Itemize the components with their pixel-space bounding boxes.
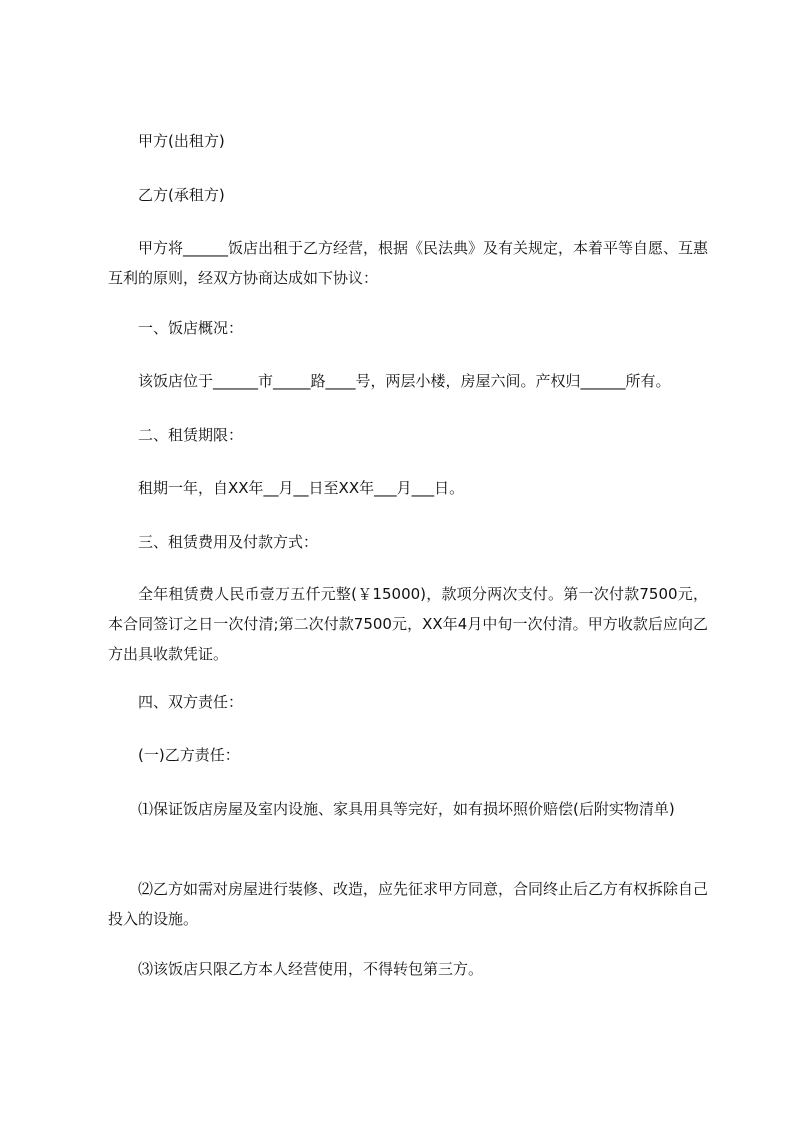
duty-item-2: ⑵乙方如需对房屋进行装修、改造，应先征求甲方同意，合同终止后乙方有权拆除自己投入的设施。: [108, 880, 709, 928]
section4-sub1-title: (一)乙方责任：: [138, 746, 240, 764]
party-a-line: 甲方(出租方): [138, 132, 225, 150]
section2-title: 二、租赁期限：: [138, 426, 244, 444]
party-b-line: 乙方(承租方): [138, 186, 225, 204]
section3-body: 全年租赁费人民币壹万五仟元整(￥15000)，款项分两次支付。第一次付款7500元，本合同签订之日一次付清;第二次付款7500元，XX年4月中旬一次付清。甲方收款后应向乙方出具收款凭证。: [108, 585, 708, 663]
duty-item-1: ⑴保证饭店房屋及室内设施、家具用具等完好，如有损坏照价赔偿(后附实物清单): [138, 800, 675, 818]
intro-paragraph: 甲方将______饭店出租于乙方经营，根据《民法典》及有关规定，本着平等自愿、互惠互利的原则，经双方协商达成如下协议：: [108, 239, 709, 287]
section1-body: 该饭店位于______市_____路____号，两层小楼，房屋六间。产权归______所有。: [138, 372, 671, 390]
section3-title: 三、租赁费用及付款方式：: [138, 533, 319, 551]
duty-item-3: ⑶该饭店只限乙方本人经营使用，不得转包第三方。: [138, 960, 484, 978]
section4-title: 四、双方责任：: [138, 693, 244, 711]
section2-body: 租期一年，自XX年__月__日至XX年___月___日。: [138, 479, 465, 497]
section1-title: 一、饭店概况：: [138, 319, 244, 337]
